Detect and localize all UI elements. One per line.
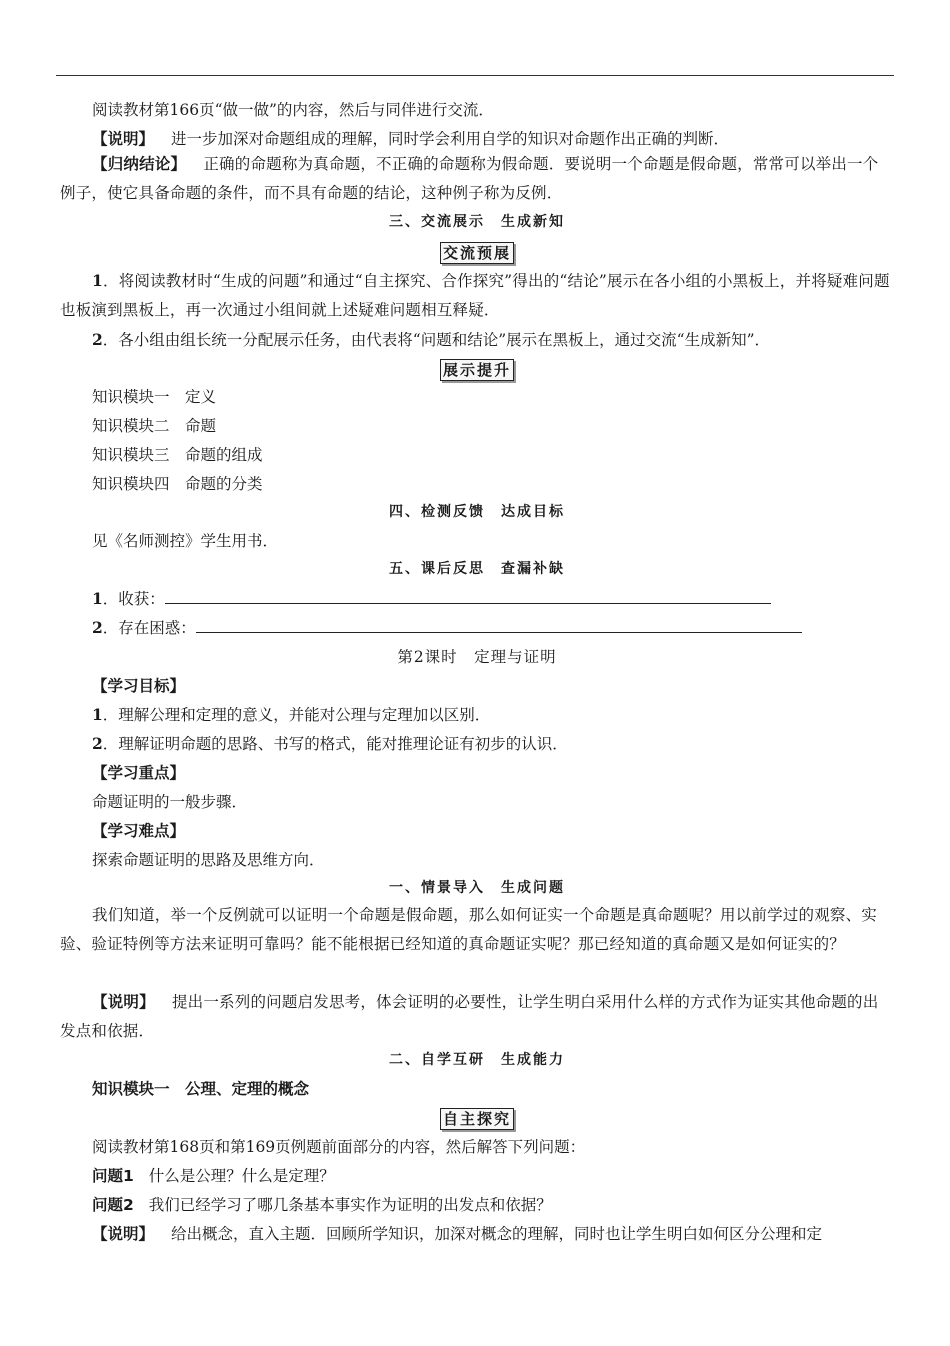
intro-paragraph: 我们知道，举一个反例就可以证明一个命题是假命题，那么如何证实一个命题是真命题呢？用以前学过的观察、实验、验证特例等方法来证明可靠吗？能不能根据已经知道的真命题证实呢？那已经知道的真命题又是如何证实的？	[60, 906, 878, 953]
knowledge-module-1: 知识模块一 定义	[92, 388, 217, 406]
lesson-title: 第2课时 定理与证明	[397, 648, 557, 666]
read-instructions: 阅读教材第168页和第169页例题前面部分的内容，然后解答下列问题：	[92, 1138, 586, 1156]
question-1: 问题1 什么是公理？什么是定理？	[92, 1167, 335, 1185]
difficulty-text: 探索命题证明的思路及思维方向．	[92, 851, 325, 869]
section-heading-4: 四、检测反馈 达成目标	[389, 504, 565, 520]
difficulty-heading: 【学习难点】	[92, 822, 186, 840]
section-heading-3: 三、交流展示 生成新知	[389, 214, 565, 230]
see-workbook: 见《名师测控》学生用书．	[92, 532, 279, 550]
paragraph-read-textbook: 阅读教材第166页“做一做”的内容，然后与同伴进行交流．	[92, 101, 494, 119]
doubt-blank[interactable]	[196, 618, 802, 633]
goal-heading: 【学习目标】	[92, 677, 186, 695]
section-heading-1: 一、情景导入 生成问题	[389, 880, 565, 896]
harvest-blank[interactable]	[165, 589, 771, 604]
paragraph-step-1: 1．将阅读教材时“生成的问题”和通过“自主探究、合作探究”得出的“结论”展示在各小组的小黑板上，并将疑难问题也板演到黑板上，再一次通过小组间就上述疑难问题相互释疑．	[60, 271, 890, 319]
note-paragraph-3: 【说明】 给出概念，直入主题．回顾所学知识，加深对概念的理解，同时也让学生明白如何区分公理和定	[92, 1225, 822, 1243]
box-heading-self-study: 自主探究	[60, 1108, 894, 1130]
conclusion-paragraph: 【归纳结论】 正确的命题称为真命题，不正确的命题称为假命题．要说明一个命题是假命题，常常可以举出一个例子，使它具备命题的条件，而不具有命题的结论，这种例子称为反例．	[60, 155, 879, 202]
harvest-line: 1．收获：	[92, 589, 894, 609]
goal-item-2: 2．理解证明命题的思路、书写的格式，能对推理论证有初步的认识．	[92, 734, 568, 753]
conclusion-label: 【归纳结论】	[92, 155, 187, 173]
knowledge-module-2: 知识模块二 命题	[92, 417, 217, 435]
note-paragraph-2: 【说明】 提出一系列的问题启发思考，体会证明的必要性，让学生明白采用什么样的方式作为证实其他命题的出发点和依据．	[60, 993, 879, 1040]
note-paragraph: 【说明】 进一步加深对命题组成的理解，同时学会利用自学的知识对命题作出正确的判断．	[92, 130, 729, 148]
section-heading-2: 二、自学互研 生成能力	[389, 1052, 565, 1068]
doubt-line: 2．存在困惑：	[92, 618, 894, 638]
knowledge-module-axiom: 知识模块一 公理、定理的概念	[92, 1080, 310, 1098]
note-label: 【说明】	[92, 130, 155, 148]
goal-item-1: 1．理解公理和定理的意义，并能对公理与定理加以区别．	[92, 705, 491, 724]
knowledge-module-4: 知识模块四 命题的分类	[92, 475, 263, 493]
key-heading: 【学习重点】	[92, 764, 186, 782]
box-heading-showcase: 展示提升	[60, 359, 894, 381]
box-heading-exchange: 交流预展	[60, 242, 894, 264]
section-heading-5: 五、课后反思 查漏补缺	[389, 561, 565, 577]
header-rule	[56, 75, 894, 76]
question-2: 问题2 我们已经学习了哪几条基本事实作为证明的出发点和依据？	[92, 1196, 552, 1214]
knowledge-module-3: 知识模块三 命题的组成	[92, 446, 263, 464]
key-text: 命题证明的一般步骤．	[92, 793, 248, 811]
paragraph-step-2: 2．各小组由组长统一分配展示任务，由代表将“问题和结论”展示在黑板上，通过交流“生成新知”．	[92, 330, 770, 349]
